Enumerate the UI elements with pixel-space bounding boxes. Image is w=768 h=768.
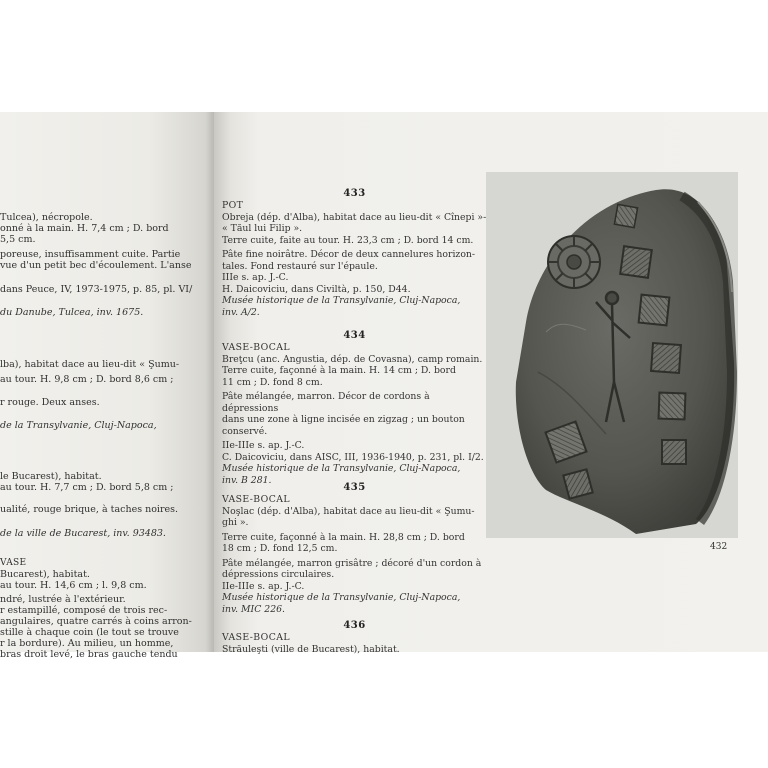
- left-page: [0, 112, 214, 660]
- entry-line: Breţcu (anc. Angustia, dép. de Covasna), camp romain.: [222, 353, 483, 365]
- entry-line: ghi ».: [222, 517, 249, 528]
- entry-line: inv. B 281.: [222, 474, 272, 486]
- right-page: [214, 112, 768, 655]
- left-page-line: du Danube, Tulcea, inv. 1675.: [0, 307, 144, 318]
- entry-line: Musée historique de la Transylvanie, Cluj-Napoca,: [222, 463, 461, 474]
- entry-line: Terre cuite, faite au tour. H. 23,3 cm ; D. bord 14 cm.: [222, 234, 474, 246]
- left-page-line: de la ville de Bucarest, inv. 93483.: [0, 528, 166, 539]
- entry-line: Musée historique de la Transylvanie, Cluj-Napoca,: [222, 592, 461, 603]
- entry-title: VASE-BOCAL: [222, 494, 290, 505]
- entry-title: VASE-BOCAL: [222, 342, 290, 353]
- catalog-entry-434: [222, 330, 487, 486]
- entry-line: IIe-IIIe s. ap. J.-C.: [222, 580, 305, 592]
- entry-line: inv. A/2.: [222, 306, 260, 318]
- figure-caption: 432: [710, 542, 728, 552]
- entry-title: VASE-BOCAL: [222, 632, 290, 643]
- entry-line: 11 cm ; D. fond 8 cm.: [222, 376, 323, 388]
- catalog-entry-435: [222, 482, 487, 615]
- entry-line: Pâte fine noirâtre. Décor de deux cannelures horizon-: [222, 249, 476, 260]
- entry-line: H. Daicoviciu, dans Civiltà, p. 150, D44.: [222, 283, 411, 295]
- entry-line: Noşlac (dép. d'Alba), habitat dace au lieu-dit « Şumu-: [222, 505, 475, 517]
- left-page-line: vue d'un petit bec d'écoulement. L'anse: [0, 260, 192, 271]
- left-page-line: ndré, lustrée à l'extérieur.: [0, 594, 126, 605]
- left-page-line: onné à la main. H. 7,4 cm ; D. bord: [0, 223, 169, 234]
- entry-line: inv. MIC 226.: [222, 603, 285, 615]
- entry-number: 434: [343, 330, 366, 341]
- open-book: [0, 112, 768, 660]
- left-page-line: au tour. H. 9,8 cm ; D. bord 8,6 cm ;: [0, 374, 174, 385]
- entry-number: 433: [343, 188, 366, 199]
- catalog-entry-433: [222, 188, 487, 318]
- entry-line: Străuleşti (ville de Bucarest), habitat.: [222, 643, 400, 655]
- entry-line: tales. Fond restauré sur l'épaule.: [222, 260, 378, 272]
- entry-line: Terre cuite, façonné à la main. H. 14 cm ; D. bord: [222, 365, 456, 376]
- entry-title: POT: [222, 200, 244, 211]
- left-page-line: r la bordure). Au milieu, un homme,: [0, 638, 174, 649]
- entry-number: 436: [343, 620, 366, 631]
- left-page-line: de la Transylvanie, Cluj-Napoca,: [0, 420, 157, 431]
- entry-line: « Tăul lui Filip ».: [222, 223, 303, 234]
- left-page-line: VASE: [0, 558, 27, 568]
- entry-line: conservé.: [222, 425, 268, 437]
- left-page-line: r rouge. Deux anses.: [0, 397, 100, 408]
- entry-line: dépressions circulaires.: [222, 569, 335, 580]
- entry-line: IIIe s. ap. J.-C.: [222, 272, 289, 283]
- left-page-line: bras droit levé, le bras gauche tendu: [0, 649, 178, 660]
- catalog-entry-436: [222, 620, 487, 655]
- left-page-line: au tour. H. 14,6 cm ; l. 9,8 cm.: [0, 580, 147, 591]
- shard-body: [516, 189, 734, 534]
- entry-line: dans une zone à ligne incisée en zigzag ; un bouton: [222, 414, 465, 425]
- entry-line: Terre cuite, façonné à la main. H. 28,8 cm ; D. bord: [222, 531, 465, 543]
- artifact-photo: [486, 172, 738, 538]
- left-page-line: Bucarest), habitat.: [0, 569, 90, 580]
- left-page-line: au tour. H. 7,7 cm ; D. bord 5,8 cm ;: [0, 482, 174, 493]
- left-page-line: lba), habitat dace au lieu-dit « Şumu-: [0, 359, 180, 370]
- left-page-line: ualité, rouge brique, à taches noires.: [0, 504, 179, 515]
- left-page-line: Tulcea), nécropole.: [0, 212, 93, 223]
- left-page-line: stille à chaque coin (le tout se trouve: [0, 627, 179, 638]
- entry-line: C. Daicoviciu, dans AISC, III, 1936-1940, p. 231, pl. I/2.: [222, 451, 484, 463]
- entry-line: Obreja (dép. d'Alba), habitat dace au lieu-dit « Cînepi »-: [222, 211, 487, 223]
- left-page-line: dans Peuce, IV, 1973-1975, p. 85, pl. VI/: [0, 284, 193, 295]
- left-page-line: r estampillé, composé de trois rec-: [0, 605, 168, 616]
- entry-line: Musée historique de la Transylvanie, Cluj-Napoca,: [222, 295, 461, 306]
- entry-line: 18 cm ; D. fond 12,5 cm.: [222, 543, 338, 554]
- left-page-line: 5,5 cm.: [0, 234, 36, 245]
- entry-number: 435: [343, 482, 366, 493]
- entry-line: Pâte mélangée, marron. Décor de cordons à dépressions: [222, 391, 430, 414]
- left-page-line: poreuse, insuffisamment cuite. Partie: [0, 249, 181, 260]
- pottery-shard-image: [486, 172, 738, 538]
- entry-line: IIe-IIIe s. ap. J.-C.: [222, 440, 305, 451]
- entry-line: Pâte mélangée, marron grisâtre ; décoré d'un cordon à: [222, 557, 482, 569]
- left-page-line: angulaires, quatre carrés à coins arron-: [0, 616, 192, 627]
- rosette-stamp: [548, 236, 600, 288]
- left-page-line: le Bucarest), habitat.: [0, 471, 102, 482]
